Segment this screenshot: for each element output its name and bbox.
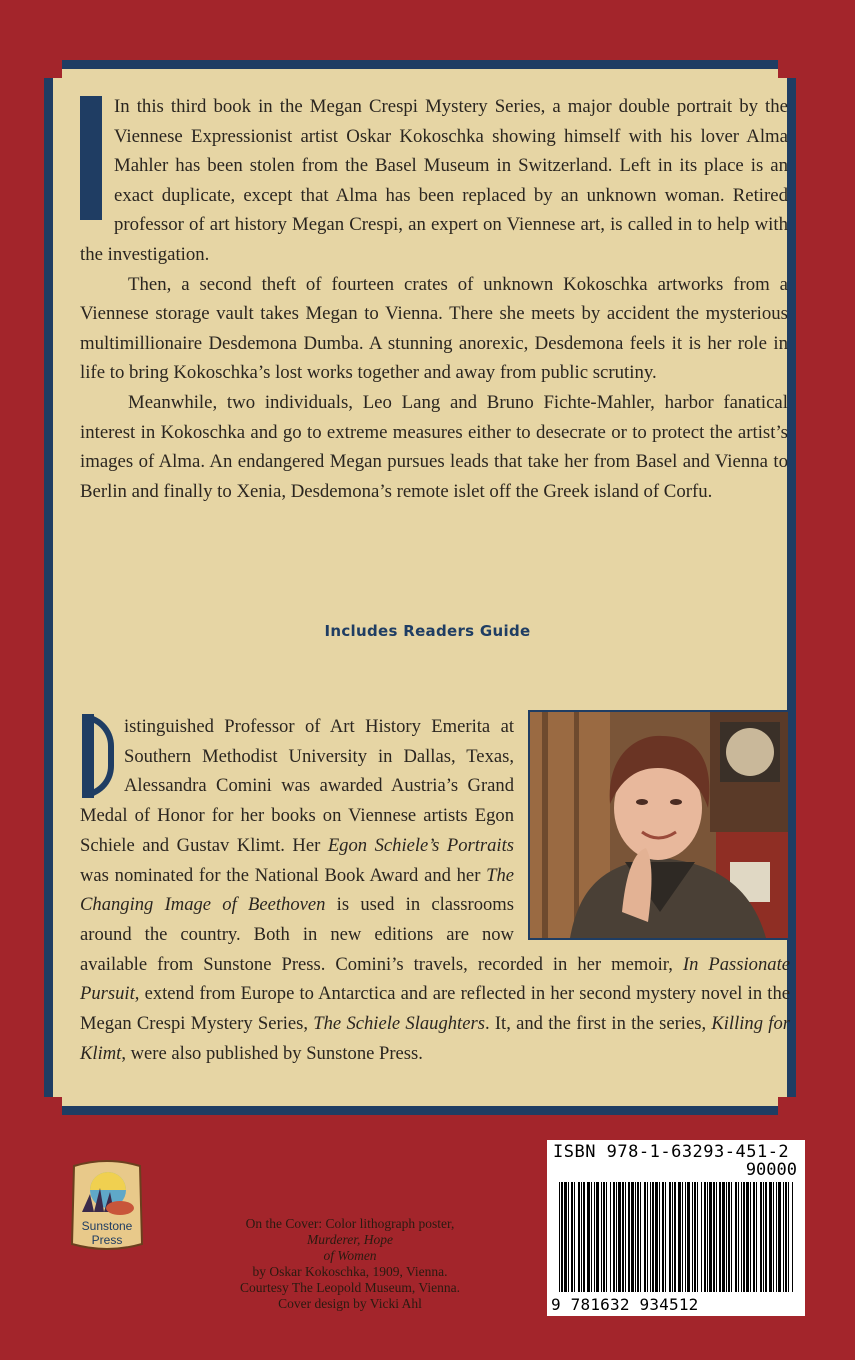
- credit-text: On the Cover: Color lithograph poster,: [245, 1216, 455, 1231]
- bio-text: . It, and the first in the series,: [484, 1013, 712, 1035]
- barcode-bars: [557, 1182, 795, 1294]
- author-photo: [528, 710, 790, 940]
- credit-text: Cover design by Vicki Ahl: [278, 1296, 422, 1311]
- panel-corner-notch: [44, 1097, 62, 1115]
- bio-text: is used in classrooms around the country. Both in new editions are now available from Sunstone Press. Comini’s travels, recorded in her memoir,: [80, 894, 683, 975]
- sunstone-press-logo: [68, 1158, 146, 1256]
- bio-text: istinguished Professor of Art History Emerita at Southern Methodist University in Dallas, Texas, Alessandra Comini was awarded Austria’s Grand Medal of Honor for her books on Viennese artists Egon Schiele and Gustav Klimt. Her: [80, 716, 514, 856]
- description-paragraph-2: Then, a second theft of fourteen crates of unknown Kokoschka artworks from a Viennese storage vault takes Megan to Vienna. There she meets by accident the mysterious multimillionaire Desdemona Dumba. A stunning anorexic, Desdemona feels it is her role in life to bring Kokoschka’s lost works together and away from public scrutiny.: [80, 273, 788, 384]
- bio-text: was nominated for the National Book Award and her: [80, 864, 487, 886]
- logo-text: Press: [91, 1233, 123, 1247]
- book-title: The Schiele Slaughters: [313, 1013, 485, 1035]
- cover-credit: [180, 1216, 520, 1312]
- book-description: [80, 92, 788, 506]
- description-text-1: In this third book in the Megan Crespi Mystery Series, a major double portrait by the Viennese Expressionist artist Oskar Kokoschka showing himself with his lover Alma Mahler has been stolen from the Basel Museum in Switzerland. Left in its place is an exact duplicate, except that Alma has been replaced by an unknown woman. Retired professor of art history Megan Crespi, an expert on Viennese art, is called in to help with the investigation.: [80, 96, 788, 265]
- panel-corner-notch: [44, 60, 62, 78]
- credit-text: Courtesy The Leopold Museum, Vienna.: [240, 1280, 460, 1295]
- bio-text: , extend from Europe to Antarctica and are reflected in her second mystery novel in the Megan Crespi Mystery Series,: [80, 983, 790, 1035]
- drop-cap-d: [80, 714, 116, 798]
- panel-corner-notch: [778, 1097, 796, 1115]
- credit-title: Murderer, Hope: [307, 1232, 393, 1247]
- description-paragraph-1: [80, 92, 788, 270]
- credit-title: of Women: [323, 1248, 377, 1263]
- bio-text: , were also published by Sunstone Press.: [121, 1042, 423, 1064]
- isbn-barcode: [547, 1140, 805, 1316]
- book-title: Egon Schiele’s Portraits: [327, 834, 514, 856]
- logo-text: Sunstone: [81, 1219, 133, 1233]
- credit-text: by Oskar Kokoschka, 1909, Vienna.: [252, 1264, 448, 1279]
- book-title: Killing for Klimt: [80, 1013, 790, 1064]
- book-title: The Changing Image of Beethoven: [80, 864, 514, 916]
- drop-cap-i: [80, 96, 102, 220]
- readers-guide-label: Includes Readers Guide: [324, 622, 531, 640]
- isbn-digits: 9 781632 934512: [551, 1295, 699, 1314]
- book-title: In Passionate Pursuit: [80, 953, 790, 1005]
- description-paragraph-3: Meanwhile, two individuals, Leo Lang and Bruno Fichte-Mahler, harbor fanatical interest in Kokoschka and go to extreme measures either to desecrate or to protect the artist’s images of Alma. An endangered Megan pursues leads that take her from Basel and Vienna to Berlin and finally to Xenia, Desdemona’s remote islet off the Greek island of Corfu.: [80, 391, 788, 502]
- panel-corner-notch: [778, 60, 796, 78]
- isbn-label: ISBN 978-1-63293-451-2: [553, 1142, 790, 1162]
- price-code: 90000: [745, 1160, 797, 1180]
